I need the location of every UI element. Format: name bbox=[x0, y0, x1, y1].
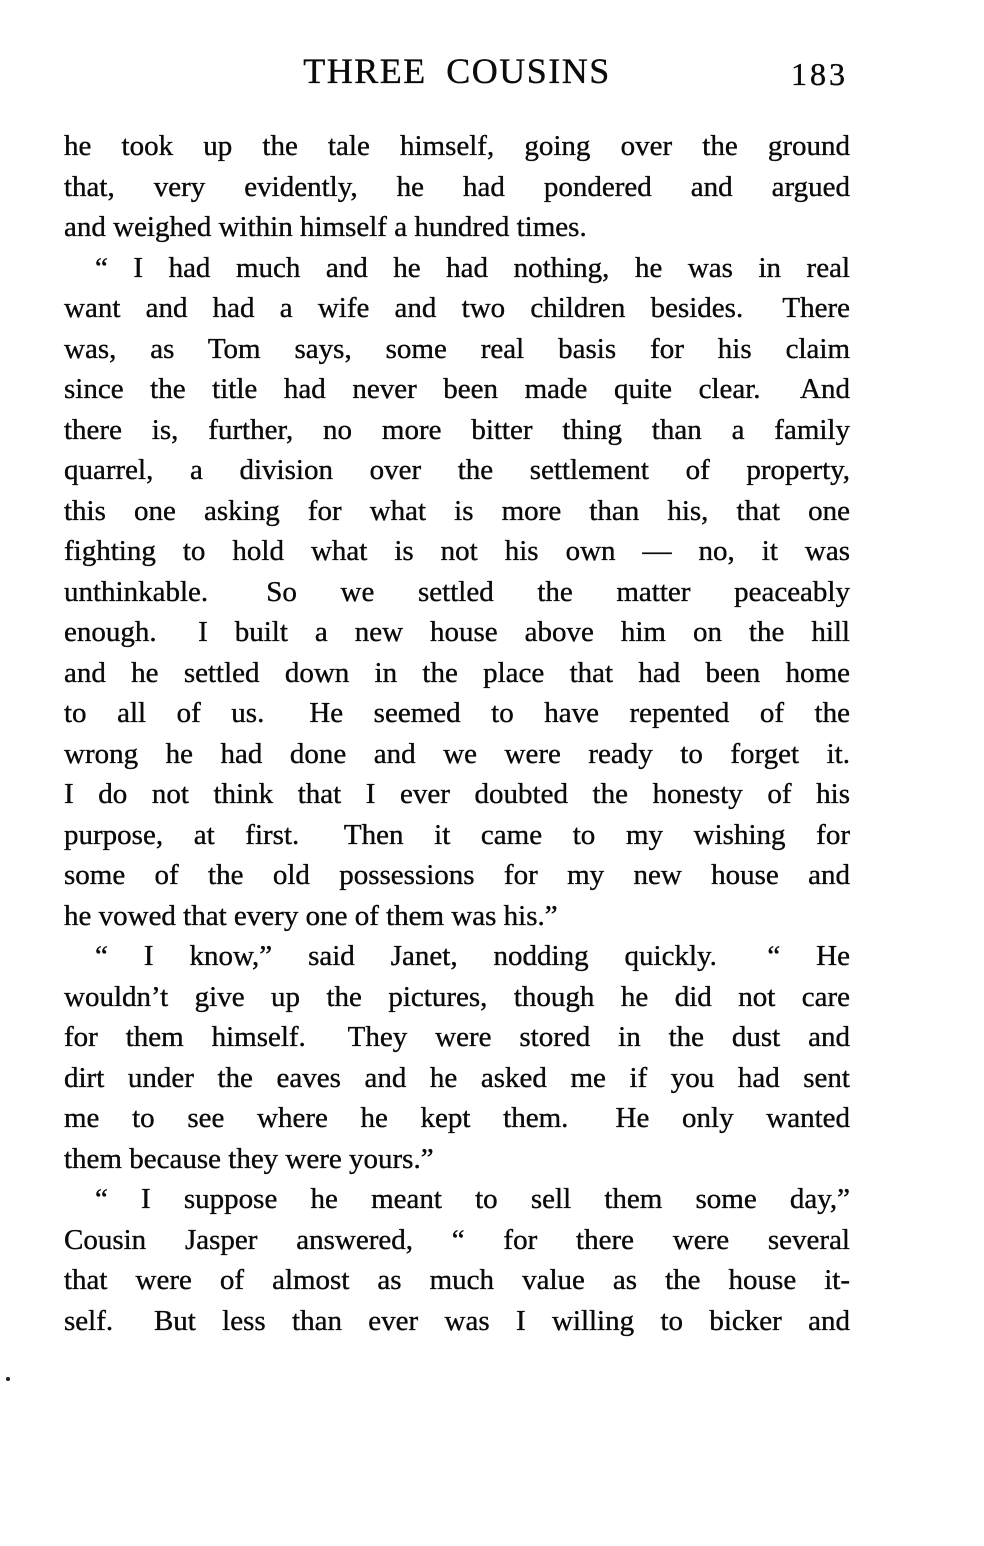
running-header bbox=[64, 52, 850, 90]
text-line: wrong he had done and we were ready to forget it. bbox=[64, 737, 850, 770]
text-line: and he settled down in the place that had been home bbox=[64, 656, 850, 689]
text-line: enough. I built a new house above him on the hill bbox=[64, 616, 850, 648]
text-line: wouldn’t give up the pictures, though he did not care bbox=[64, 980, 850, 1013]
text-line: unthinkable. So we settled the matter peaceably bbox=[64, 575, 850, 608]
text-line: was, as Tom says, some real basis for his claim bbox=[64, 332, 850, 365]
text-line: “ I know,” said Janet, nodding quickly. “ He bbox=[95, 940, 850, 972]
paragraph bbox=[64, 936, 850, 1179]
text-line: dirt under the eaves and he asked me if you had sent bbox=[64, 1061, 850, 1094]
text-line: purpose, at first. Then it came to my wishing for bbox=[64, 818, 850, 851]
text-line: “ I suppose he meant to sell them some day,” bbox=[95, 1183, 850, 1215]
text-line: self. But less than ever was I willing to bicker and bbox=[64, 1304, 850, 1337]
text-line: that, very evidently, he had pondered and argued bbox=[64, 170, 850, 203]
text-column bbox=[64, 126, 850, 1341]
page-number: 183 bbox=[791, 56, 848, 92]
text-line: there is, further, no more bitter thing than a family bbox=[64, 413, 850, 446]
paragraph bbox=[64, 1179, 850, 1341]
paragraph bbox=[64, 248, 850, 937]
text-line: quarrel, a division over the settlement of property, bbox=[64, 454, 850, 486]
scan-speck bbox=[6, 1377, 10, 1381]
text-line: that were of almost as much value as the house it- bbox=[64, 1264, 850, 1296]
text-line: Cousin Jasper answered, “ for there were several bbox=[64, 1223, 850, 1256]
text-line: them because they were yours.” bbox=[64, 1142, 434, 1175]
text-line: fighting to hold what is not his own — no, it was bbox=[64, 535, 850, 567]
text-line: “ I had much and he had nothing, he was in real bbox=[95, 251, 850, 284]
text-line: since the title had never been made quite clear. And bbox=[64, 373, 850, 405]
text-line: to all of us. He seemed to have repented of the bbox=[64, 697, 850, 729]
text-line: he took up the tale himself, going over the ground bbox=[64, 130, 850, 162]
text-line: he vowed that every one of them was his.” bbox=[64, 899, 558, 932]
text-line: this one asking for what is more than his, that one bbox=[64, 494, 850, 527]
text-line: I do not think that I ever doubted the honesty of his bbox=[64, 778, 850, 810]
text-line: for them himself. They were stored in the dust and bbox=[64, 1021, 850, 1053]
text-line: some of the old possessions for my new house and bbox=[64, 859, 850, 891]
text-line: want and had a wife and two children besides. There bbox=[64, 292, 850, 324]
page-title: THREE COUSINS bbox=[303, 51, 611, 91]
text-line: me to see where he kept them. He only wanted bbox=[64, 1102, 850, 1134]
text-line: and weighed within himself a hundred times. bbox=[64, 211, 587, 243]
paragraph bbox=[64, 126, 850, 248]
